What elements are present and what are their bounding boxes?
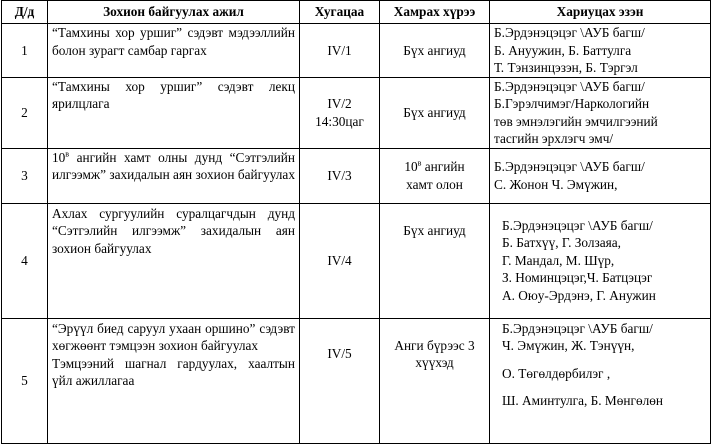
row-number: 5: [2, 318, 48, 443]
spacer: [502, 382, 706, 392]
scope-line: Анги бүрээс 3: [394, 337, 475, 353]
time-line: IV/4: [327, 252, 352, 268]
table-row: [2, 318, 711, 443]
activity-cell: [48, 318, 300, 443]
scope-cell: [380, 148, 490, 203]
responsible-line: З. Номинцэцэг,Ч. Батцэцэг: [502, 270, 653, 286]
activity-cell: “Тамхины хор уршиг” сэдэвт лекц ярилцлага: [48, 77, 300, 148]
activity-cell: [48, 148, 300, 203]
table-row: [2, 24, 711, 78]
responsible-line: Б.Эрдэнэцэцэг \АУБ багш/: [502, 320, 653, 336]
activity-plan-table: [1, 0, 711, 444]
responsible-cell: [490, 318, 711, 443]
responsible-line: А. Оюу-Эрдэнэ, Г. Анужин: [502, 287, 656, 303]
row-number: 2: [2, 77, 48, 148]
time-line: IV/2: [327, 96, 352, 111]
scope-text: ангийн: [421, 159, 465, 174]
time-line: IV/5: [327, 345, 352, 361]
time-line: 14:30цаг: [315, 113, 364, 129]
responsible-line: О. Төгөлдөрбилэг ,: [502, 365, 611, 381]
responsible-line: Б. Батхүү, Г. Золзаяа,: [502, 235, 621, 251]
header-time: Хугацаа: [300, 1, 380, 24]
responsible-cell: [490, 203, 711, 318]
responsible-line: Б.Эрдэнэцэцэг \АУБ багш/: [494, 159, 645, 174]
scope-cell: [380, 318, 490, 443]
responsible-line: С. Жонон Ч. Эмүжин,: [494, 176, 618, 192]
responsible-line: Т. Тэнзинцэзэн, Б. Тэргэл: [494, 60, 638, 75]
responsible-cell: [490, 148, 711, 203]
row-number: 3: [2, 148, 48, 203]
grade-letter: в: [65, 149, 70, 159]
responsible-line: Б.Эрдэнэцэцэг \АУБ багш/: [494, 78, 645, 94]
responsible-line: Б. Ануужин, Б. Баттулга: [494, 42, 632, 58]
activity-text: ангийн хамт олны дунд “Сэтгэлийн илгээмж” захидалын аян зохион байгуулах: [52, 149, 295, 182]
scope-line: хүүхэд: [415, 355, 454, 370]
responsible-line: Ч. Эмүжин, Ж. Тэнүүн,: [502, 338, 635, 353]
responsible-line: Ш. Аминтулга, Б. Мөнгөлөн: [502, 393, 664, 408]
time-cell: [300, 77, 380, 148]
time-cell: [300, 148, 380, 203]
responsible-line: Б.Эрдэнэцэцэг \АУБ багш/: [494, 25, 645, 40]
activity-cell: “Тамхины хор уршиг” сэдэвт мэдээллийн болон зурагт самбар гаргах: [48, 24, 300, 78]
row-number: 4: [2, 203, 48, 318]
time-line: IV/1: [327, 42, 352, 58]
responsible-line: төв эмнэлэгийн эмчилгээний: [494, 113, 658, 129]
header-activity: Зохион байгуулах ажил: [48, 1, 300, 24]
scope-line: Бүх ангиуд: [403, 42, 466, 58]
time-line: IV/3: [327, 167, 352, 183]
time-cell: [300, 203, 380, 318]
header-scope: Хамрах хүрээ: [380, 1, 490, 24]
responsible-line: Б.Гэрэлчимэг/Наркологийн: [494, 96, 650, 111]
grade-number: 10: [52, 149, 66, 165]
scope-line: Бүх ангиуд: [403, 104, 466, 120]
table-row: [2, 203, 711, 318]
scope-line: хамт олон: [406, 176, 463, 192]
scope-cell: [380, 77, 490, 148]
activity-text: “Эрүүл биед саруул ухаан оршино” сэдэвт хөгжөөнт тэмцээн зохион байгуулах: [52, 320, 295, 353]
header-num: Д/д: [2, 1, 48, 24]
responsible-cell: [490, 24, 711, 78]
activity-text: Тэмцээний шагнал гардуулах, хаалтын үйл ажиллагаа: [52, 355, 295, 388]
activity-cell: Ахлах сургуулийн суралцагчдын дунд “Сэтгэлийн илгээмж” захидалын аян зохион байгуулах: [48, 203, 300, 318]
scope-cell: [380, 203, 490, 318]
time-cell: [300, 318, 380, 443]
table-row: [2, 77, 711, 148]
header-row: [2, 1, 711, 24]
scope-cell: [380, 24, 490, 78]
responsible-line: Б.Эрдэнэцэцэг \АУБ багш/: [502, 217, 653, 233]
responsible-line: Г. Мандал, М. Шүр,: [502, 252, 615, 268]
row-number: 1: [2, 24, 48, 78]
scope-line: [384, 158, 485, 176]
grade-letter: в: [417, 158, 422, 168]
scope-line: Бүх ангиуд: [403, 222, 466, 238]
responsible-line: тасгийн эрхлэгч эмч/: [494, 131, 614, 146]
header-responsible: Хариуцах эзэн: [490, 1, 711, 24]
grade-number: 10: [404, 159, 418, 174]
spacer: [502, 355, 706, 365]
table-row: [2, 148, 711, 203]
time-cell: [300, 24, 380, 78]
responsible-cell: [490, 77, 711, 148]
